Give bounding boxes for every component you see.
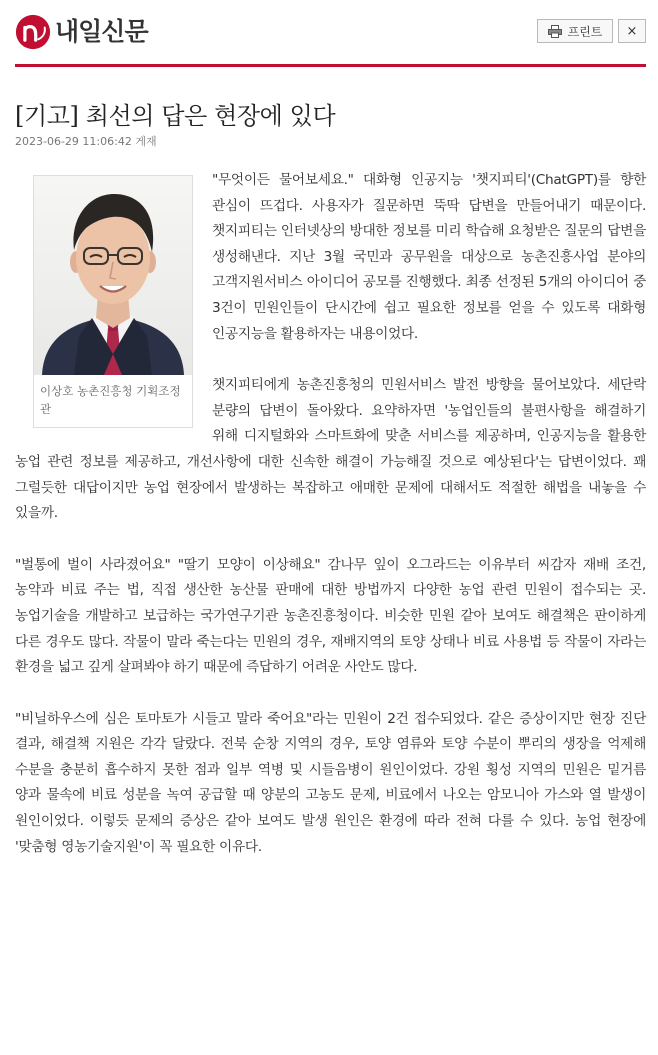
logo-text: 내일신문 bbox=[55, 17, 148, 46]
print-button[interactable] bbox=[537, 19, 613, 43]
paragraph: "비닐하우스에 심은 토마토가 시들고 말라 죽어요"라는 민원이 2건 접수되었다. 같은 증상이지만 현장 진단 결과, 해결책 지원은 각각 달랐다. 전북 순창 지역의 경우, 토양 염류와 토양 수분이 뿌리의 생장을 억제해 수분을 충분히 흡수하지 못한 점과 일부 역병 및 시들음병이 원인이었다. 강원 횡성 지역의 민원은 밑거름 양과 물속에 비료 성분을 녹여 공급할 때 양분의 고농도 문제, 비료에서 나오는 암모니아 가스와 열 발생이 원인이었다. 이렇듯 문제의 증상은 같아 보여도 발생 원인은 환경에 따라 전혀 다를 수 있다. 농업 현장에 '맞춤형 영농기술지원'이 꼭 필요한 이유다. bbox=[15, 710, 646, 855]
print-button-label: 프린트 bbox=[567, 24, 603, 39]
site-logo[interactable] bbox=[15, 14, 148, 50]
header bbox=[0, 0, 658, 66]
paragraph: 챗지피티에게 농촌진흥청의 민원서비스 발전 방향을 물어보았다. 세단락 분량의 답변이 돌아왔다. 요약하자면 '농업인들의 불편사항을 해결하기 위해 디지털화와 스마트화에 맞춘 서비스를 제공하며, 인공지능을 활용한 농업 관련 정보를 제공하고, 개선사항에 대한 신속한 해결이 가능해질 것으로 예상된다'는 답변이었다. 꽤 그럴듯한 대답이지만 농업 현장에서 발생하는 복잡하고 애매한 문제에 대해서도 적절한 해법을 내놓을 수 있을까. bbox=[15, 377, 646, 522]
printer-icon bbox=[548, 25, 562, 38]
photo-caption: 이상호 농촌진흥청 기획조정관 bbox=[40, 384, 181, 416]
article-title: [기고] 최선의 답은 현장에 있다 bbox=[15, 102, 336, 130]
close-icon: × bbox=[626, 23, 638, 39]
header-divider bbox=[15, 64, 646, 67]
article-body bbox=[15, 168, 646, 886]
photo-float-spacer bbox=[15, 168, 212, 430]
logo-icon bbox=[15, 14, 51, 50]
close-button[interactable] bbox=[618, 19, 646, 43]
paragraph: "무엇이든 물어보세요." 대화형 인공지능 '챗지피티'(ChatGPT)를 향한 관심이 뜨겁다. 사용자가 질문하면 뚝딱 답변을 만들어내기 때문이다. 챗지피티는 인터넷상의 방대한 정보를 미리 학습해 요청받은 질문의 답변을 생성해낸다. 지난 3월 국민과 공무원을 대상으로 농촌진흥사업 분야의 고객지원서비스 아이디어 공모를 진행했다. 최종 선정된 5개의 아이디어 중 3건이 민원인들이 단시간에 쉽고 필요한 정보를 얻을 수 있도록 대화형 인공지능을 활용하자는 내용이었다. bbox=[212, 172, 646, 342]
paragraph: "벌통에 벌이 사라졌어요" "딸기 모양이 이상해요" 감나무 잎이 오그라드는 이유부터 씨감자 재배 조건, 농약과 비료 주는 법, 직접 생산한 농산물 판매에 대한 방법까지 다양한 농업 관련 민원이 접수되는 곳. 농업기술을 개발하고 보급하는 국가연구기관 농촌진흥청이다. 비슷한 민원 같아 보여도 해결책은 판이하게 다른 경우도 많다. 작물이 말라 죽는다는 민원의 경우, 재배지역의 토양 상태나 비료 사용법 등 작물이 자라는 환경을 넓고 깊게 살펴봐야 하기 때문에 즉답하기 어려운 사안도 많다. bbox=[15, 556, 646, 676]
article-timestamp: 2023-06-29 11:06:42 게재 bbox=[15, 135, 157, 148]
